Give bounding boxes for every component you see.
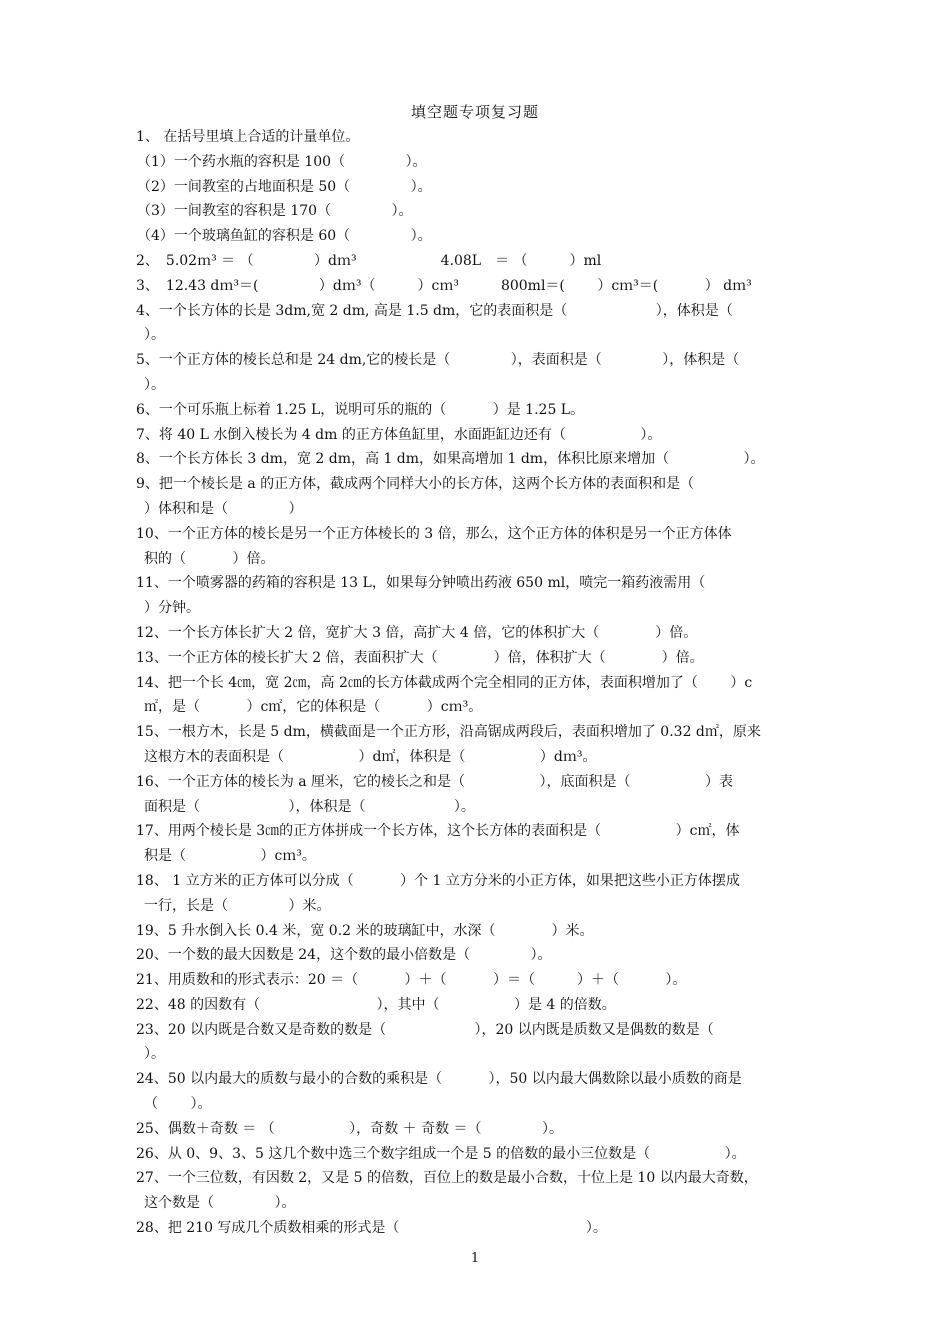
question-line: 1、 在括号里填上合适的计量单位。 bbox=[136, 129, 360, 145]
question-line: 9、把一个棱长是 a 的正方体，截成两个同样大小的长方体，这两个长方体的表面积和是（ bbox=[136, 476, 695, 493]
question-line: 6、一个可乐瓶上标着 1.25 L，说明可乐的瓶的（ ）是 1.25 L。 bbox=[136, 401, 585, 418]
question-line: 24、50 以内最大的质数与最小的合数的乘积是（ ），50 以内最大偶数除以最小质数的商是 bbox=[136, 1071, 742, 1088]
question-list bbox=[136, 125, 836, 1241]
document-title: 填空题专项复习题 bbox=[410, 103, 539, 121]
question-line-continuation: 一行，长是（ ）米。 bbox=[144, 897, 331, 914]
question-line: 25、偶数＋奇数 ＝ （ ），奇数 ＋ 奇数 ＝（ ）。 bbox=[136, 1120, 563, 1137]
question-line: 27、一个三位数，有因数 2，又是 5 的倍数，百位上的数是最小合数，十位上是 10 以内最大奇数， bbox=[136, 1170, 758, 1187]
question-line: 23、20 以内既是合数又是奇数的数是（ ），20 以内既是质数又是偶数的数是（ bbox=[136, 1021, 714, 1038]
question-line-continuation: ）分钟。 bbox=[144, 600, 200, 617]
question-line: 17、用两个棱长是 3㎝的正方体拼成一个长方体，这个长方体的表面积是（ ）c㎡，体 bbox=[136, 823, 740, 840]
question-line: 22、48 的因数有（ ），其中（ ）是 4 的倍数。 bbox=[136, 996, 616, 1013]
sub-question-line: （3）一间教室的容积是 170（ ）。 bbox=[137, 203, 413, 220]
question-line: 8、一个长方体长 3 dm，宽 2 dm，高 1 dm，如果高增加 1 dm，体积比原来增加（ ）。 bbox=[136, 451, 765, 468]
question-line-continuation: ）。 bbox=[144, 376, 165, 393]
question-line: 5、一个正方体的棱长总和是 24 dm,它的棱长是（ ），表面积是（ ），体积是（ bbox=[136, 352, 740, 369]
page-number: 1 bbox=[470, 1251, 480, 1266]
question-line: 10、一个正方体的棱长是另一个正方体棱长的 3 倍，那么，这个正方体的体积是另一个正方体体 bbox=[136, 525, 732, 542]
question-line: 3、 12.43 dｍ³＝( ）dｍ³（ ）cｍ³ 800ml＝( ）cｍ³＝( ） dｍ³ bbox=[136, 277, 752, 294]
question-line: 26、从 0、9、3、5 这几个数中选三个数字组成一个是 5 的倍数的最小三位数是（ ）。 bbox=[136, 1145, 746, 1162]
question-line: 7、将 40 L 水倒入棱长为 4 dm 的正方体鱼缸里，水面距缸边还有（ ）。 bbox=[136, 426, 662, 443]
question-line: 13、一个正方体的棱长扩大 2 倍，表面积扩大（ ）倍，体积扩大（ ）倍。 bbox=[136, 649, 704, 666]
question-line: 2、 5.02ｍ³ ＝ （ ）dｍ³ 4.08L ＝ （ ）ml bbox=[136, 252, 602, 269]
question-line-continuation: 这根方木的表面积是（ ）d㎡，体积是（ ）dｍ³。 bbox=[144, 748, 597, 765]
question-line-continuation: 积是（ ）cｍ³。 bbox=[144, 848, 316, 865]
question-line: 12、一个长方体长扩大 2 倍，宽扩大 3 倍，高扩大 4 倍，它的体积扩大（ ）倍。 bbox=[136, 624, 698, 641]
question-line-continuation: ）体积和是（ ） bbox=[144, 500, 303, 517]
question-line: 19、5 升水倒入长 0.4 米，宽 0.2 米的玻璃缸中，水深（ ）米。 bbox=[136, 922, 594, 939]
question-line: 28、把 210 写成几个质数相乘的形式是（ ）。 bbox=[136, 1220, 607, 1237]
question-line-continuation: 积的（ ）倍。 bbox=[144, 550, 275, 567]
question-line-continuation: ）。 bbox=[144, 1046, 165, 1063]
sub-question-line: （4）一个玻璃鱼缸的容积是 60（ ）。 bbox=[137, 228, 432, 245]
question-line-continuation: ㎡，是（ ）c㎡，它的体积是（ ）cｍ³。 bbox=[144, 699, 483, 716]
question-line: 11、一个喷雾器的药箱的容积是 13 L，如果每分钟喷出药液 650 ml，喷完一箱药液需用（ bbox=[136, 575, 706, 592]
question-line-continuation: 面积是（ ），体积是（ ）。 bbox=[144, 798, 475, 815]
question-line: 16、一个正方体的棱长为 a 厘米，它的棱长之和是（ ），底面积是（ ）表 bbox=[136, 773, 733, 790]
question-line: 18、 1 立方米的正方体可以分成（ ）个 1 立方分米的小正方体，如果把这些小正方体摆成 bbox=[136, 872, 740, 889]
question-line: 20、一个数的最大因数是 24，这个数的最小倍数是（ ）。 bbox=[136, 947, 552, 964]
question-line-continuation: （ ）。 bbox=[144, 1096, 212, 1113]
question-line-continuation: ）。 bbox=[144, 327, 165, 344]
question-line: 15、一根方木，长是 5 dm，横截面是一个正方形，沿高锯成两段后，表面积增加了 0.32 d㎡，原来 bbox=[136, 724, 761, 741]
question-line: 4、一个长方体的长是 3dm,宽 2 dm, 高是 1.5 dm，它的表面积是（ ），体积是（ bbox=[136, 302, 733, 319]
sub-question-line: （2）一间教室的占地面积是 50（ ）。 bbox=[137, 178, 432, 195]
sub-question-line: （1）一个药水瓶的容积是 100（ ）。 bbox=[137, 153, 427, 170]
question-line: 21、用质数和的形式表示：20 ＝（ ）＋（ ）＝（ ）＋（ ）。 bbox=[136, 972, 687, 989]
question-line: 14、把一个长 4㎝，宽 2㎝，高 2㎝的长方体截成两个完全相同的正方体，表面积增加了（ ）c bbox=[136, 674, 753, 691]
question-line-continuation: 这个数是（ ）。 bbox=[144, 1195, 296, 1212]
